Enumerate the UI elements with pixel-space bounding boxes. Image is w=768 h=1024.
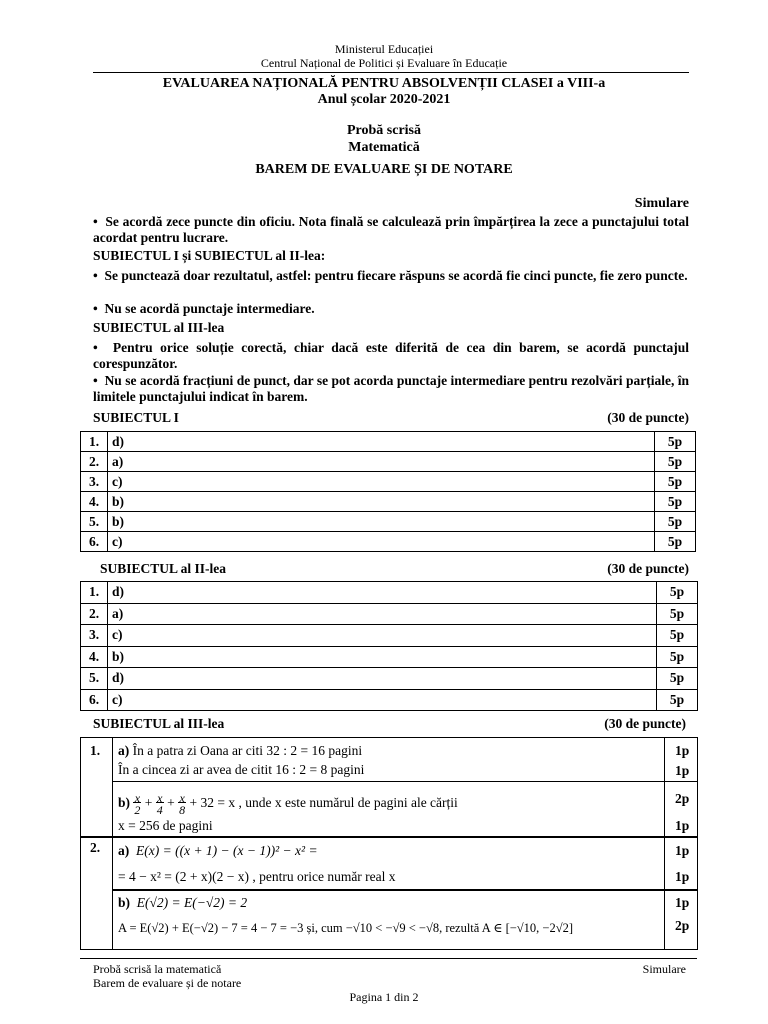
- points: 5p: [657, 625, 698, 647]
- table-row: [81, 625, 698, 647]
- q2-number: 2.: [90, 840, 101, 855]
- points: 5p: [655, 512, 696, 532]
- instruction-5: • Nu se acordă fracțiuni de punct, dar se pot acorda punctaje intermediare pentru rezolvări parțiale, în limitele punctajului indicat în barem.: [93, 373, 689, 404]
- q2a-line1-text: E(x) = ((x + 1) − (x − 1))² − x² =: [136, 843, 318, 858]
- points: 5p: [657, 689, 698, 711]
- q2b-points-2: 2p: [675, 918, 690, 933]
- points: 5p: [657, 668, 698, 690]
- subiect2-table: [80, 581, 698, 711]
- footer-right: Simulare: [642, 962, 686, 976]
- row-divider: [80, 836, 697, 838]
- question-number: 6.: [81, 532, 108, 552]
- instruction-heading-1: SUBIECTUL I și SUBIECTUL al II-lea:: [93, 248, 326, 263]
- q2b-line1: [118, 895, 247, 911]
- instruction-3: • Nu se acordă punctaje intermediare.: [93, 301, 315, 316]
- table-row: [81, 689, 698, 711]
- q1b-line1-text: + 32 = x , unde x este numărul de pagini ale cărții: [189, 795, 458, 811]
- instruction-5-text: Nu se acordă fracțiuni de punct, dar se pot acorda punctaje intermediare pentru rezolvări parțiale, în limitele punctajului indicat în barem.: [93, 373, 689, 404]
- table-row: [81, 432, 696, 452]
- q1b-label: b): [118, 795, 131, 811]
- col-divider-left: [112, 737, 113, 949]
- q1a-points-1: 1p: [675, 743, 690, 758]
- question-number: 5.: [81, 668, 108, 690]
- q1b-points-2: 1p: [675, 818, 690, 833]
- exam-title: EVALUAREA NAȚIONALĂ PENTRU ABSOLVENȚII CLASEI a VIII-a: [162, 76, 606, 91]
- table-row: [81, 668, 698, 690]
- subiect3-title: SUBIECTUL al III-lea: [93, 716, 225, 731]
- row-divider: [112, 889, 697, 891]
- q2b-line1-text: E(√2) = E(−√2) = 2: [136, 895, 248, 910]
- fraction-x-4: x 4: [156, 791, 163, 817]
- answer: b): [108, 492, 655, 512]
- ministry-name: Ministerul Educației: [334, 42, 434, 56]
- instruction-3-text: Nu se acordă punctaje intermediare.: [104, 301, 315, 316]
- answer: d): [108, 668, 657, 690]
- footer-left-2: Barem de evaluare și de notare: [93, 976, 242, 990]
- question-number: 2.: [81, 603, 108, 625]
- answer: d): [108, 582, 657, 604]
- q2b-label: b): [118, 895, 131, 910]
- answer: c): [108, 532, 655, 552]
- points: 5p: [655, 432, 696, 452]
- q1b-line2: x = 256 de pagini: [118, 818, 213, 833]
- table-row: [81, 472, 696, 492]
- instruction-4-text: Pentru orice soluție corectă, chiar dacă este diferită de cea din barem, se acordă punctajul corespunzător.: [93, 340, 689, 371]
- answer: c): [108, 689, 657, 711]
- fraction-x-2: x 2: [134, 791, 141, 817]
- table-row: [81, 492, 696, 512]
- subiect1-table: [80, 431, 696, 552]
- answer: b): [108, 646, 657, 668]
- q2a-points-1: 1p: [675, 843, 690, 858]
- subiect1-title: SUBIECTUL I: [93, 410, 179, 425]
- q2b-points-1: 1p: [675, 895, 690, 910]
- table-row: [81, 512, 696, 532]
- q1-number: 1.: [90, 743, 101, 758]
- question-number: 1.: [81, 582, 108, 604]
- points: 5p: [655, 472, 696, 492]
- barem-title: BAREM DE EVALUARE ȘI DE NOTARE: [255, 162, 513, 177]
- q2a-line1: [118, 843, 318, 859]
- subiect2-title: SUBIECTUL al II-lea: [100, 561, 227, 576]
- table-row: [81, 452, 696, 472]
- simulare-label: Simulare: [634, 196, 689, 211]
- subject-name: Matematică: [348, 140, 420, 155]
- q1b-points-1: 2p: [675, 791, 690, 806]
- points: 5p: [657, 603, 698, 625]
- instruction-2-text: Se punctează doar rezultatul, astfel: pentru fiecare răspuns se acordă fie cinci puncte, fie zero puncte.: [104, 268, 688, 283]
- points: 5p: [655, 492, 696, 512]
- answer: c): [108, 625, 657, 647]
- fraction-x-8: x 8: [179, 791, 186, 817]
- q1a-line2: În a cincea zi ar avea de citit 16 : 2 = 8 pagini: [118, 762, 365, 777]
- center-name: Centrul Național de Politici și Evaluare în Educație: [260, 56, 508, 70]
- answer: a): [108, 452, 655, 472]
- q2a-points-2: 1p: [675, 869, 690, 884]
- question-number: 1.: [81, 432, 108, 452]
- points: 5p: [657, 582, 698, 604]
- footer-left-1: Probă scrisă la matematică: [93, 962, 222, 976]
- q1a-line1-text: În a patra zi Oana ar citi 32 : 2 = 16 pagini: [132, 743, 363, 758]
- footer-divider: [80, 958, 697, 959]
- q1a-label: a): [118, 743, 130, 758]
- q2a-line2: = 4 − x² = (2 + x)(2 − x) , pentru orice număr real x: [118, 869, 396, 884]
- subiect2-points: (30 de puncte): [607, 561, 689, 576]
- instruction-1-text: Se acordă zece puncte din oficiu. Nota finală se calculează prin împărțirea la zece a punctajului total acordat pentru lucrare.: [93, 214, 689, 245]
- q1a-points-2: 1p: [675, 763, 690, 778]
- question-number: 5.: [81, 512, 108, 532]
- instruction-4: • Pentru orice soluție corectă, chiar dacă este diferită de cea din barem, se acordă punctajul corespunzător.: [93, 340, 689, 371]
- q2a-label: a): [118, 843, 130, 858]
- question-number: 3.: [81, 472, 108, 492]
- subiect3-points: (30 de puncte): [604, 716, 686, 731]
- answer: a): [108, 603, 657, 625]
- answer: c): [108, 472, 655, 492]
- test-type: Probă scrisă: [346, 123, 421, 138]
- subiect1-points: (30 de puncte): [607, 410, 689, 425]
- row-divider: [112, 781, 697, 782]
- table-row: [81, 646, 698, 668]
- q1a-line1: [118, 743, 362, 759]
- question-number: 4.: [81, 492, 108, 512]
- col-divider-right: [664, 737, 665, 949]
- question-number: 6.: [81, 689, 108, 711]
- points: 5p: [655, 532, 696, 552]
- school-year: Anul școlar 2020-2021: [317, 92, 451, 107]
- answer: d): [108, 432, 655, 452]
- page-number: Pagina 1 din 2: [349, 990, 419, 1004]
- instruction-1: • Se acordă zece puncte din oficiu. Nota finală se calculează prin împărțirea la zece a punctajului total acordat pentru lucrare.: [93, 214, 689, 245]
- answer: b): [108, 512, 655, 532]
- points: 5p: [655, 452, 696, 472]
- table-row: [81, 532, 696, 552]
- table-row: [81, 603, 698, 625]
- points: 5p: [657, 646, 698, 668]
- question-number: 2.: [81, 452, 108, 472]
- q2b-line2: A = E(√2) + E(−√2) − 7 = 4 − 7 = −3 și, cum −√10 < −√9 < −√8, rezultă A ∈ [−√10, −2√2]: [118, 921, 573, 935]
- question-number: 4.: [81, 646, 108, 668]
- header-divider: [93, 72, 689, 73]
- question-number: 3.: [81, 625, 108, 647]
- instruction-heading-2: SUBIECTUL al III-lea: [93, 320, 225, 335]
- q1b-line1: b) x 2 + x 4 + x 8 + 32 = x , unde x este numărul de pagini ale cărții: [118, 791, 458, 817]
- instruction-2: • Se punctează doar rezultatul, astfel: pentru fiecare răspuns se acordă fie cinci puncte, fie zero puncte.: [93, 268, 688, 283]
- table-row: [81, 582, 698, 604]
